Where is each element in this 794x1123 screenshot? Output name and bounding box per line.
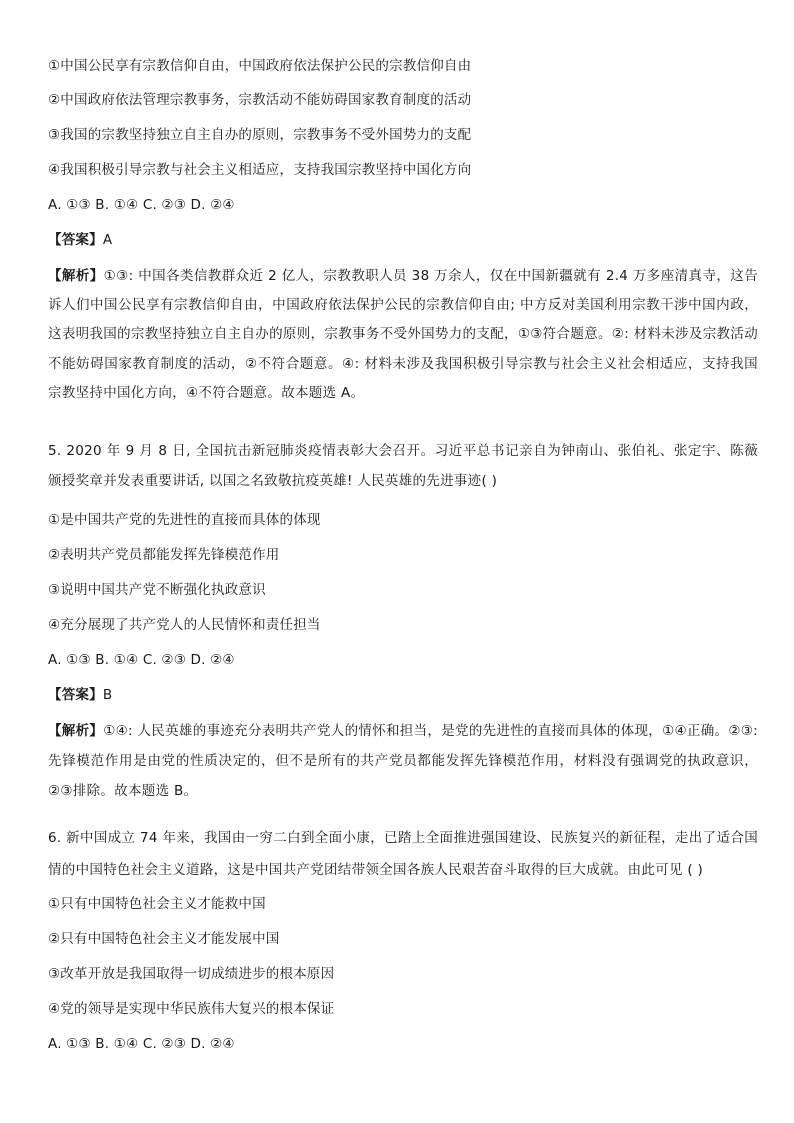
- q5-answer: [48, 686, 758, 704]
- q5-stem: 5. 2020 年 9 月 8 日, 全国抗击新冠肺炎疫情表彰大会召开。习近平总书记亲自为钟南山、张伯礼、张定宇、陈薇颁授奖章并发表重要讲话, 以国之名致敬抗疫英雄! 人民英雄的先进事迹( ): [48, 443, 758, 489]
- q5-option-2: ②表明共产党员都能发挥先锋模范作用: [48, 547, 280, 563]
- analysis-label: 【解析】: [48, 268, 104, 284]
- analysis-label: 【解析】: [48, 723, 104, 739]
- q6-stem: 6. 新中国成立 74 年来，我国由一穷二白到全面小康，已踏上全面推进强国建设、民族复兴的新征程，走出了适合国情的中国特色社会主义道路，这是中国共产党团结带领全国各族人民艰苦奋斗取得的巨大成就。由此可见 ( ): [48, 830, 758, 878]
- answer-value: A: [102, 232, 113, 248]
- q5-option-3: ③说明中国共产党不断强化执政意识: [48, 582, 266, 598]
- q4-choices: A. ①③ B. ①④ C. ②③ D. ②④: [48, 197, 235, 213]
- q4-option-1: ①中国公民享有宗教信仰自由，中国政府依法保护公民的宗教信仰自由: [48, 58, 472, 74]
- q4-option-2: ②中国政府依法管理宗教事务，宗教活动不能妨碍国家教育制度的活动: [48, 92, 472, 108]
- q6-choices: A. ①③ B. ①④ C. ②③ D. ②④: [48, 1036, 235, 1052]
- analysis-text: ①③: 中国各类信教群众近 2 亿人，宗教教职人员 38 万余人，仅在中国新疆就有 2.4 万多座清真寺，这告诉人们中国公民享有宗教信仰自由，中国政府依法保护公民的宗教信仰自由; 中方反对美国利用宗教干涉中国内政，这表明我国的宗教坚持独立自主自办的原则，宗教事务不受外国势力的支配，①③符合题意。②: 材料未涉及宗教活动不能妨碍国家教育制度的活动，②不符合题意。④: 材料未涉及我国积极引导宗教与社会主义社会相适应，支持我国宗教坚持中国化方向，④不符合题意。故本题选 A。: [48, 268, 758, 401]
- q5-analysis: [48, 716, 758, 806]
- q6-option-2: ②只有中国特色社会主义才能发展中国: [48, 931, 280, 947]
- q5-option-4: ④充分展现了共产党人的人民情怀和责任担当: [48, 617, 321, 633]
- q4-option-4: ④我国积极引导宗教与社会主义相适应，支持我国宗教坚持中国化方向: [48, 162, 472, 178]
- q6-option-4: ④党的领导是实现中华民族伟大复兴的根本保证: [48, 1001, 335, 1017]
- answer-value: B: [102, 687, 113, 703]
- analysis-text: ①④: 人民英雄的事迹充分表明共产党人的情怀和担当，是党的先进性的直接而具体的体现，①④正确。②③: 先锋模范作用是由党的性质决定的，但不是所有的共产党员都能发挥先锋模范作用，材料没有强调党的执政意识，②③排除。故本题选 B。: [48, 723, 758, 799]
- answer-label: 【答案】: [48, 232, 103, 248]
- q5-option-1: ①是中国共产党的先进性的直接而具体的体现: [48, 512, 321, 528]
- q6-option-1: ①只有中国特色社会主义才能救中国: [48, 896, 266, 912]
- q4-analysis: [48, 262, 758, 408]
- q4-answer: [48, 231, 758, 249]
- answer-label: 【答案】: [48, 687, 103, 703]
- q6-option-3: ③改革开放是我国取得一切成绩进步的根本原因: [48, 966, 335, 982]
- q5-choices: A. ①③ B. ①④ C. ②③ D. ②④: [48, 652, 235, 668]
- q4-option-3: ③我国的宗教坚持独立自主自办的原则，宗教事务不受外国势力的支配: [48, 127, 472, 143]
